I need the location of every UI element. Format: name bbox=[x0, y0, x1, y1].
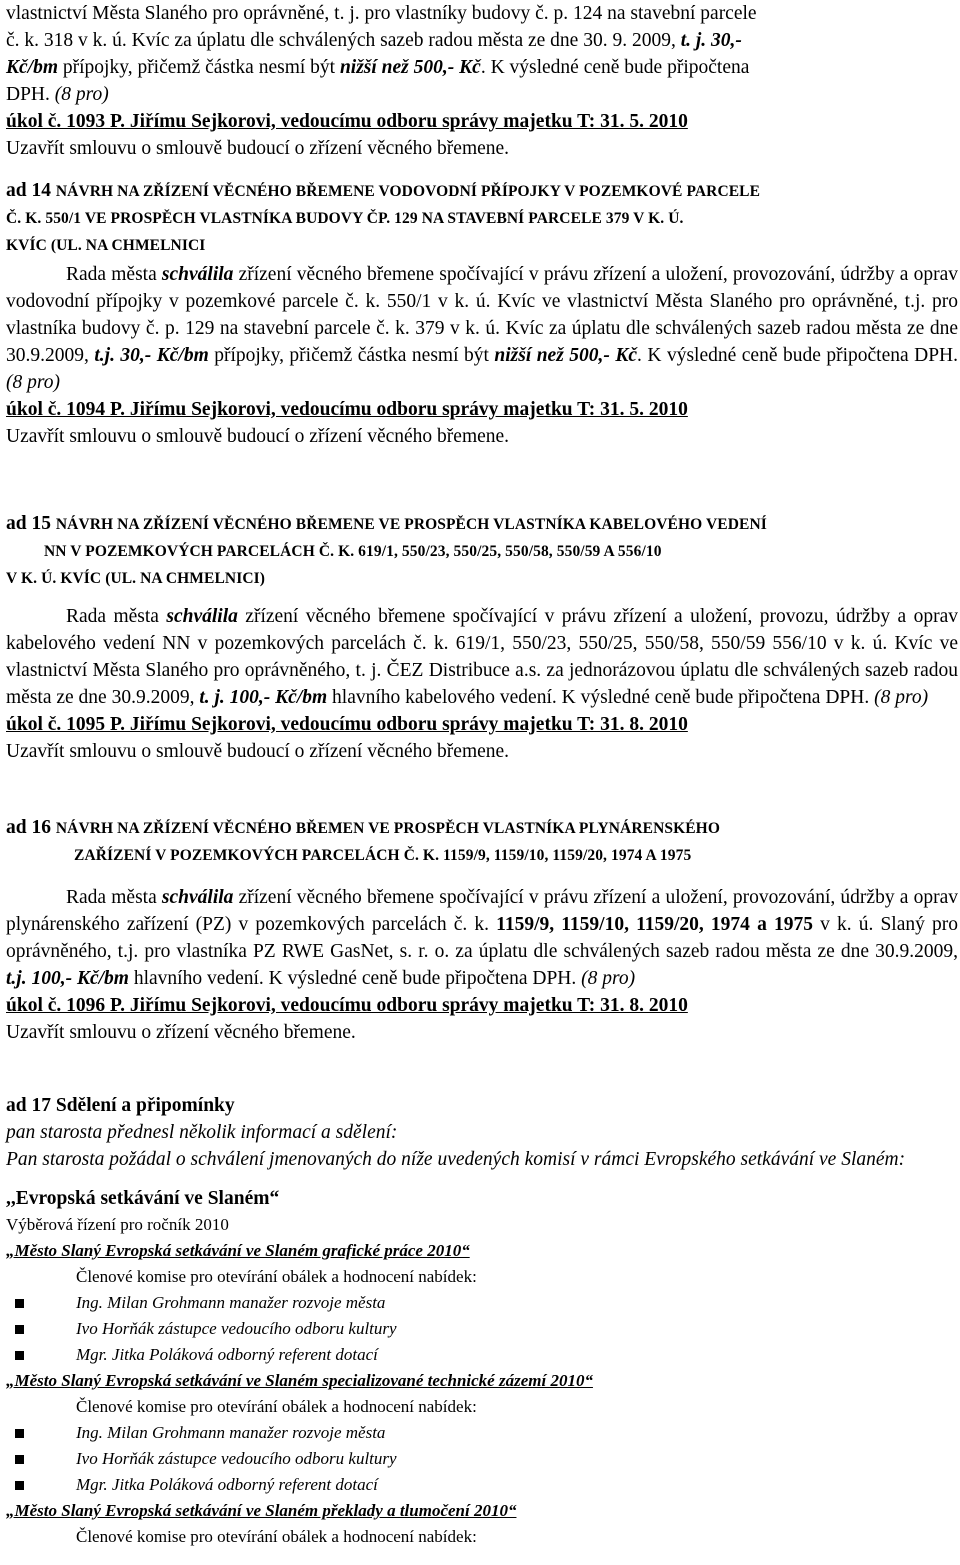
member-item bbox=[6, 1290, 958, 1316]
text-span: . K výsledné ceně bude připočtena DPH. bbox=[637, 345, 959, 366]
member-name: Ing. Milan Grohmann manažer rozvoje města bbox=[76, 1293, 386, 1312]
member-list bbox=[6, 1290, 958, 1368]
section-number: ad 15 bbox=[6, 513, 51, 534]
committee-title: „Město Slaný Evropská setkávání ve Slaném specializované technické zázemí 2010“ bbox=[6, 1371, 593, 1390]
text-line bbox=[6, 27, 958, 54]
heading-line: NÁVRH NA ZŘÍZENÍ VĚCNÉHO BŘEMENE VE PROSPĚCH VLASTNÍKA KABELOVÉHO VEDENÍ bbox=[55, 516, 767, 533]
committee-intro: Členové komise pro otevírání obálek a hodnocení nabídek: bbox=[76, 1267, 477, 1286]
committee-block bbox=[6, 1238, 958, 1368]
text-span: Rada města bbox=[66, 264, 162, 285]
section-number: ad 16 bbox=[6, 817, 51, 838]
task-label: úkol č. 1095 P. Jiřímu Sejkorovi, vedoucímu odboru správy majetku T: 31. 8. 2010 bbox=[6, 714, 688, 735]
mayor-note: pan starosta přednesl několik informací a sdělení: bbox=[6, 1122, 398, 1143]
resolution-paragraph bbox=[6, 261, 958, 396]
square-bullet-icon bbox=[15, 1455, 24, 1464]
price-emphasis: t.j. 100,- Kč/bm bbox=[6, 968, 129, 989]
price-emphasis: t. j. 100,- Kč/bm bbox=[199, 687, 328, 708]
committee-title: „Město Slaný Evropská setkávání ve Slaném překlady a tlumočení 2010“ bbox=[6, 1501, 517, 1520]
vote-result: (8 pro) bbox=[6, 372, 60, 393]
member-item bbox=[6, 1472, 958, 1498]
selection-label: Výběrová řízení pro ročník 2010 bbox=[6, 1215, 229, 1234]
vote-result: (8 pro) bbox=[581, 968, 636, 989]
heading-line: Č. K. 550/1 VE PROSPĚCH VLASTNÍKA BUDOVY ČP. 129 NA STAVEBNÍ PARCELE 379 V K. Ú. bbox=[6, 210, 684, 227]
square-bullet-icon bbox=[15, 1429, 24, 1438]
text-span: č. k. 318 v k. ú. Kvíc za úplatu dle schválených sazeb radou města ze dne 30. 9. 2009, bbox=[6, 30, 681, 51]
section-ad17 bbox=[6, 1092, 958, 1550]
text-span: Rada města bbox=[66, 887, 162, 908]
member-item bbox=[6, 1446, 958, 1472]
approved-emphasis: schválila bbox=[161, 887, 234, 908]
member-name: Mgr. Jitka Poláková odborný referent dotací bbox=[76, 1475, 378, 1494]
text-span: zřízení věcného břemene spočívající v právu zřízení a uložení, provozování, údržby a oprav vodovodní přípojky v pozemkové parcele č. k. 550/1 v k. ú. Kvíc ve vlastnictví Města Slaného pro oprávněné, t.j. pro vlastníka budovy č. p. 129 na stavební parcele č. k. 379 v k. ú. Kvíc za úplatu dle schválených sazeb radou města ze dne 30.9.2009, bbox=[6, 264, 958, 366]
vote-result: (8 pro) bbox=[54, 84, 109, 105]
committee-intro: Členové komise pro otevírání obálek a hodnocení nabídek: bbox=[76, 1397, 477, 1416]
section-ad14 bbox=[6, 177, 958, 450]
section-heading bbox=[6, 814, 958, 869]
member-item bbox=[6, 1420, 958, 1446]
text-line bbox=[6, 81, 958, 108]
square-bullet-icon bbox=[15, 1481, 24, 1490]
price-emphasis: t. j. 30,- bbox=[680, 30, 742, 51]
committee-title: „Město Slaný Evropská setkávání ve Slaném grafické práce 2010“ bbox=[6, 1241, 470, 1260]
task-text: Uzavřít smlouvu o smlouvě budoucí o zřízení věcného břemene. bbox=[6, 741, 510, 762]
heading-line: KVÍC (UL. NA CHMELNICI bbox=[6, 237, 206, 254]
text-span: přípojky, přičemž částka nesmí být bbox=[58, 57, 340, 78]
square-bullet-icon bbox=[15, 1325, 24, 1334]
continued-paragraph bbox=[6, 0, 958, 108]
parcel-numbers: 1159/9, 1159/10, 1159/20, 1974 a 1975 bbox=[496, 914, 813, 935]
member-item bbox=[6, 1316, 958, 1342]
heading-line: V K. Ú. KVÍC (UL. NA CHMELNICI) bbox=[6, 570, 266, 587]
task-label: úkol č. 1093 P. Jiřímu Sejkorovi, vedoucímu odboru správy majetku T: 31. 5. 2010 bbox=[6, 111, 688, 132]
section-number: ad 14 bbox=[6, 180, 51, 201]
event-title: ,,Evropská setkávání ve Slaném“ bbox=[6, 1188, 280, 1209]
task-text: Uzavřít smlouvu o zřízení věcného břemene. bbox=[6, 1022, 356, 1043]
member-name: Ing. Milan Grohmann manažer rozvoje města bbox=[76, 1423, 386, 1442]
heading-line: NÁVRH NA ZŘÍZENÍ VĚCNÉHO BŘEMEN VE PROSPĚCH VLASTNÍKA PLYNÁRENSKÉHO bbox=[55, 820, 720, 837]
heading-line: ZAŘÍZENÍ V POZEMKOVÝCH PARCELÁCH Č. K. 1159/9, 1159/10, 1159/20, 1974 A 1975 bbox=[74, 847, 692, 864]
member-list bbox=[6, 1420, 958, 1498]
text-line: vlastnictví Města Slaného pro oprávněné, t. j. pro vlastníky budovy č. p. 124 na stavební parcele bbox=[6, 3, 757, 24]
task-label: úkol č. 1094 P. Jiřímu Sejkorovi, vedoucímu odboru správy majetku T: 31. 5. 2010 bbox=[6, 399, 688, 420]
text-span: zřízení věcného břemene spočívající v právu zřízení a uložení, provozování, údržby a oprav plynárenského zařízení (PZ) v pozemkových parcelách č. k. bbox=[6, 887, 958, 935]
mayor-request: Pan starosta požádal o schválení jmenovaných do níže uvedených komisí v rámci Evropského setkávání ve Slaném: bbox=[6, 1149, 906, 1170]
committee-list bbox=[6, 1238, 958, 1550]
text-span: DPH. bbox=[6, 84, 55, 105]
heading-line: NN V POZEMKOVÝCH PARCELÁCH Č. K. 619/1, 550/23, 550/25, 550/58, 550/59 A 556/10 bbox=[44, 543, 662, 560]
task-text: Uzavřít smlouvu o smlouvě budoucí o zřízení věcného břemene. bbox=[6, 138, 510, 159]
section-heading: ad 17 Sdělení a připomínky bbox=[6, 1095, 235, 1116]
approved-emphasis: schválila bbox=[166, 606, 238, 627]
committee-block bbox=[6, 1368, 958, 1498]
text-span: . K výsledné ceně bude připočtena bbox=[480, 57, 750, 78]
section-ad15 bbox=[6, 510, 958, 765]
approved-emphasis: schválila bbox=[161, 264, 234, 285]
section-heading bbox=[6, 177, 958, 259]
committee-intro: Členové komise pro otevírání obálek a hodnocení nabídek: bbox=[76, 1527, 477, 1546]
price-emphasis: t.j. 30,- Kč/bm bbox=[94, 345, 209, 366]
resolution-paragraph bbox=[6, 884, 958, 992]
heading-line: NÁVRH NA ZŘÍZENÍ VĚCNÉHO BŘEMENE VODOVODNÍ PŘÍPOJKY V POZEMKOVÉ PARCELE bbox=[55, 183, 761, 200]
text-span: přípojky, přičemž částka nesmí být bbox=[208, 345, 495, 366]
text-span: hlavního kabelového vedení. K výsledné ceně bude připočtena DPH. bbox=[327, 687, 875, 708]
vote-result: (8 pro) bbox=[874, 687, 929, 708]
section-ad16 bbox=[6, 814, 958, 1046]
committee-block bbox=[6, 1498, 958, 1550]
task-1093 bbox=[6, 108, 958, 162]
text-span: zřízení věcného břemene spočívající v právu zřízení a uložení, provozu, údržby a oprav kabelového vedení NN v pozemkových parcelách č. k. 619/1, 550/23, 550/25, 550/58, 550/59 556/10 v k. ú. Kvíc ve vlastnictví Města Slaného pro oprávněného, t. j. ČEZ Distribuce a.s. za jednorázovou úplatu dle schválených sazeb radou města ze dne 30.9.2009, bbox=[6, 606, 958, 708]
text-span: hlavního vedení. K výsledné ceně bude připočtena DPH. bbox=[128, 968, 582, 989]
text-line bbox=[6, 54, 958, 81]
square-bullet-icon bbox=[15, 1351, 24, 1360]
member-name: Mgr. Jitka Poláková odborný referent dotací bbox=[76, 1345, 378, 1364]
text-span: Rada města bbox=[66, 606, 167, 627]
member-item bbox=[6, 1342, 958, 1368]
square-bullet-icon bbox=[15, 1299, 24, 1308]
task-text: Uzavřít smlouvu o smlouvě budoucí o zřízení věcného břemene. bbox=[6, 426, 510, 447]
minimum-price: nižší než 500,- Kč bbox=[494, 345, 638, 366]
price-emphasis: Kč/bm bbox=[6, 57, 58, 78]
section-heading bbox=[6, 510, 958, 592]
member-name: Ivo Horňák zástupce vedoucího odboru kultury bbox=[76, 1449, 397, 1468]
member-name: Ivo Horňák zástupce vedoucího odboru kultury bbox=[76, 1319, 397, 1338]
text-span: v k. ú. Slaný pro oprávněného, t.j. pro vlastníka PZ RWE GasNet, s. r. o. za úplatu dle schválených sazeb radou města ze dne 30.9.2009, bbox=[6, 914, 958, 962]
resolution-paragraph bbox=[6, 603, 958, 711]
task-label: úkol č. 1096 P. Jiřímu Sejkorovi, vedoucímu odboru správy majetku T: 31. 8. 2010 bbox=[6, 995, 688, 1016]
minimum-price: nižší než 500,- Kč bbox=[339, 57, 481, 78]
